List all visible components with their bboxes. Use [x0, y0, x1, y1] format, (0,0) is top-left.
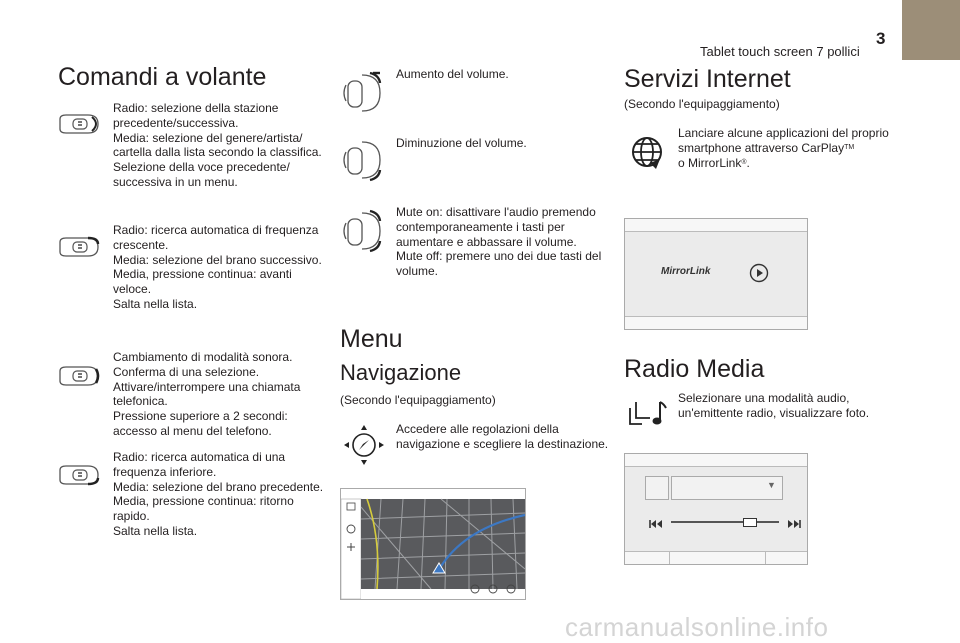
chevron-down-icon: ▼ [767, 480, 776, 490]
steering-previous-icon [58, 464, 102, 486]
radio-media-screen [624, 453, 808, 565]
section-title-radio-media: Radio Media [624, 355, 765, 383]
volume-down-text: Diminuzione del volume. [396, 136, 527, 150]
page-number: 3 [876, 29, 886, 48]
volume-down-icon [340, 136, 382, 184]
section-title-servizi: Servizi Internet [624, 65, 791, 93]
navigation-icon [342, 423, 386, 467]
navigazione-text: Accedere alle regolazioni della navigazione e scegliere la destinazione. [396, 422, 609, 451]
next-track-icon[interactable] [787, 516, 801, 534]
servizi-text: Lanciare alcune applicazioni del proprio smartphone attraverso CarPlay™ o MirrorLink®. [678, 126, 889, 170]
steering-seek-up-icon [58, 113, 102, 135]
cover-art-placeholder [645, 476, 669, 500]
section-title-menu: Menu [340, 325, 403, 353]
steering-next-icon [58, 236, 102, 258]
page-header: Tablet touch screen 7 pollici [700, 44, 860, 59]
radio-media-text: Selezionare una modalità audio, un'emittente radio, visualizzare foto. [678, 391, 870, 420]
comandi-item-3-text: Cambiamento di modalità sonora. Conferma di una selezione. Attivare/interrompere una chiamata telefonica. Pressione superiore a 2 secondi: accesso al menu del telefono. [113, 350, 301, 438]
mute-icon [340, 207, 382, 255]
comandi-item-1-text: Radio: selezione della stazione precedente/successiva. Media: selezione del genere/artista/ cartella dalla lista secondo la classifica. Selezione della voce precedente/ successiva in un menu. [113, 101, 322, 189]
previous-track-icon[interactable] [649, 516, 663, 534]
section-title-comandi: Comandi a volante [58, 63, 267, 91]
navigation-screen [340, 488, 526, 600]
mute-text: Mute on: disattivare l'audio premendo contemporaneamente i tasti per aumentare e abbassare il volume. Mute off: premere uno dei due tasti del volume. [396, 205, 602, 279]
chapter-tab [902, 0, 960, 60]
comandi-item-4-text: Radio: ricerca automatica di una frequenza inferiore. Media: selezione del brano precedente. Media, pressione continua: ritorno rapido. Salta nella lista. [113, 450, 324, 538]
mirrorlink-screen [624, 218, 808, 330]
radio-media-icon [628, 398, 668, 428]
connected-services-icon [626, 131, 668, 173]
volume-up-text: Aumento del volume. [396, 67, 509, 81]
watermark: carmanualsonline.info [565, 612, 829, 642]
progress-bar[interactable] [671, 521, 779, 523]
navigazione-subtitle: (Secondo l'equipaggiamento) [340, 393, 496, 407]
progress-handle[interactable] [743, 518, 757, 527]
comandi-item-2-text: Radio: ricerca automatica di frequenza crescente. Media: selezione del brano successivo. Media, pressione continua: avanti veloce. Salta nella lista. [113, 223, 322, 311]
volume-up-icon [340, 69, 382, 117]
mirrorlink-logo: MirrorLink [661, 266, 711, 277]
servizi-subtitle: (Secondo l'equipaggiamento) [624, 97, 780, 111]
carplay-play-icon[interactable] [749, 263, 769, 288]
steering-source-icon [58, 365, 102, 387]
section-title-navigazione: Navigazione [340, 360, 462, 385]
